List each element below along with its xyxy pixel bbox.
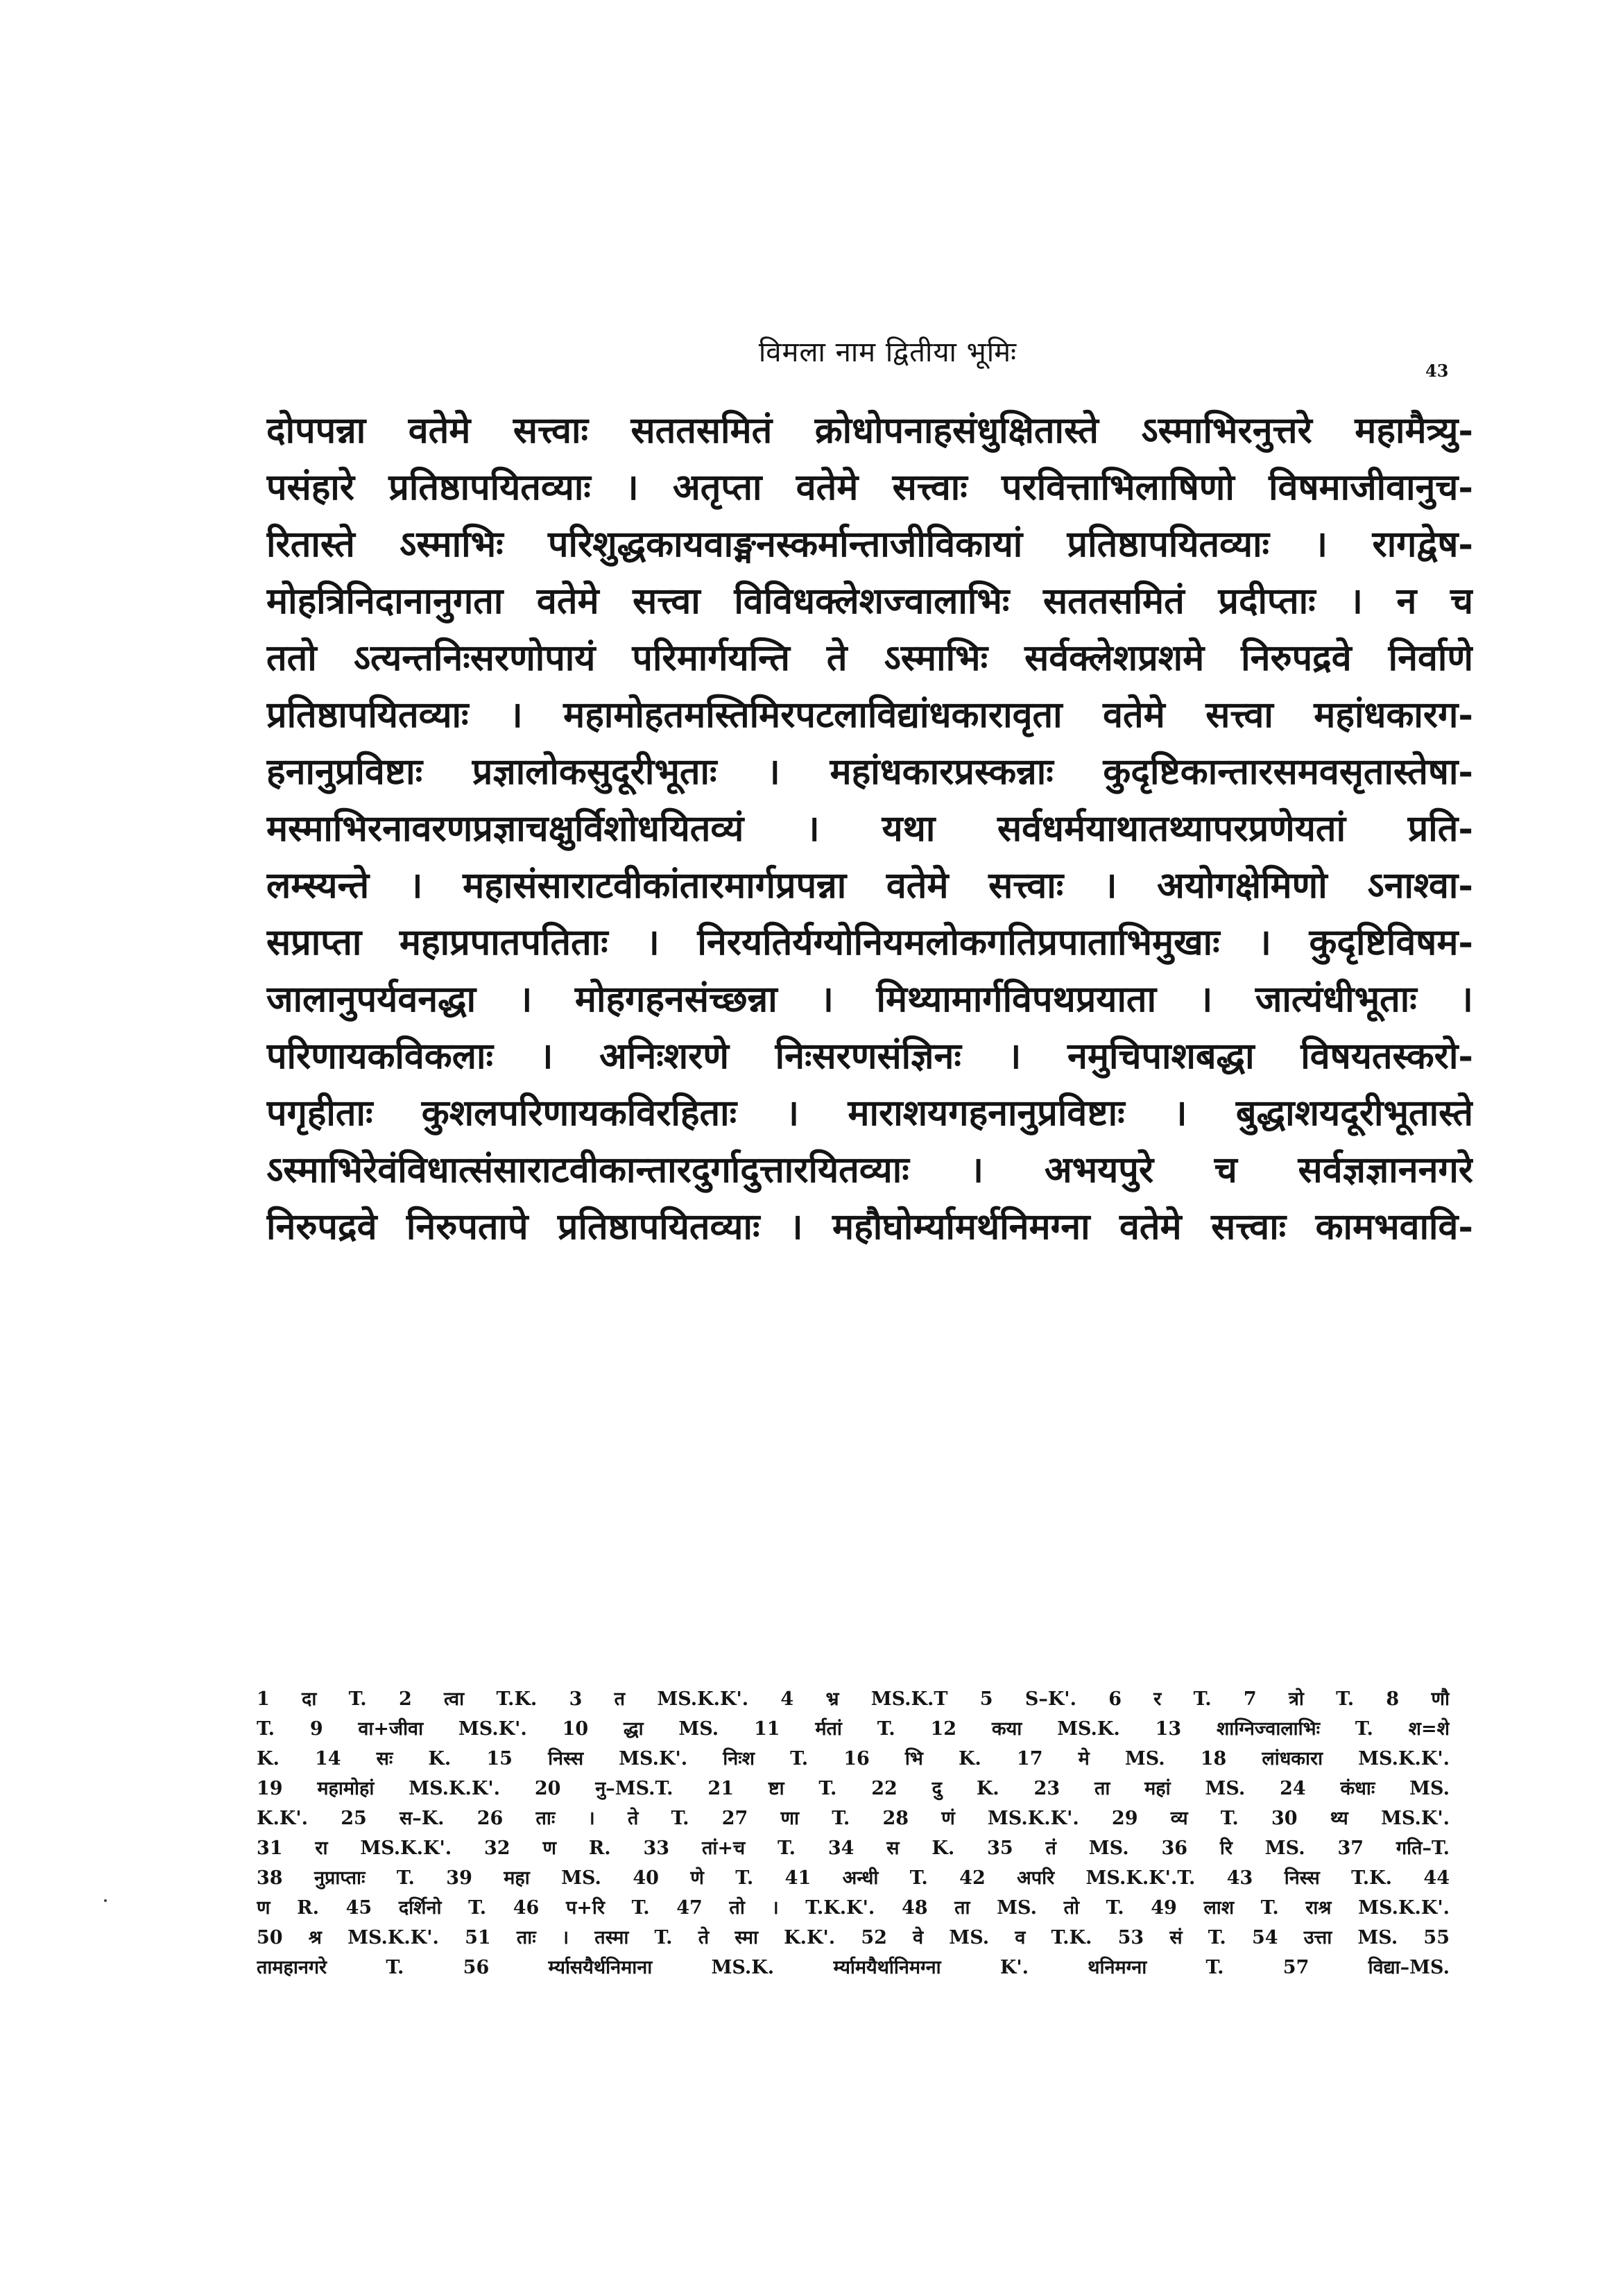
text-line-3: रितास्ते ऽस्माभिः परिशुद्धकायवाङ्मनस्कर्मान्ताजीविकायां प्रतिष्ठापयितव्याः । रागद्वेष- [266, 523, 1473, 565]
footnote-line-2: T. 9 वा+जीवा MS.K'. 10 द्धा MS. 11 र्मतां T. 12 कया MS.K. 13 शाग्निज्वालाभिः T. श=शे [257, 1718, 1450, 1740]
text-line-2: पसंहारे प्रतिष्ठापयितव्याः । अतृप्ता वतेमे सत्त्वाः परवित्ताभिलाषिणो विषमाजीवानुच- [266, 466, 1473, 508]
text-line-15: निरुपद्रवे निरुपतापे प्रतिष्ठापयितव्याः । महौघोर्म्यामर्थनिमग्ना वतेमे सत्त्वाः कामभवावि- [266, 1206, 1473, 1248]
scan-speck [104, 1899, 107, 1902]
text-line-6: प्रतिष्ठापयितव्याः । महामोहतमस्तिमिरपटलाविद्यांधकारावृता वतेमे सत्त्वा महांधकारग- [266, 694, 1473, 736]
footnote-line-4: 19 महामोहां MS.K.K'. 20 नु–MS.T. 21 ष्टा T. 22 दु K. 23 ता महां MS. 24 कंधाः MS. [257, 1778, 1450, 1799]
footnote-line-6: 31 रा MS.K.K'. 32 ण R. 33 तां+च T. 34 स K. 35 तं MS. 36 रि MS. 37 गति–T. [257, 1837, 1450, 1859]
text-line-8: मस्माभिरनावरणप्रज्ञाचक्षुर्विशोधयितव्यं । यथा सर्वधर्मयाथातथ्यापरप्रणेयतां प्रति- [266, 807, 1473, 850]
running-head: विमला नाम द्वितीया भूमिः [758, 336, 1017, 368]
text-line-5: ततो ऽत्यन्तनिःसरणोपायं परिमार्गयन्ति ते ऽस्माभिः सर्वक्लेशप्रशमे निरुपद्रवे निर्वाणे [266, 637, 1473, 679]
text-line-11: जालानुपर्यवनद्धा । मोहगहनसंच्छन्ना । मिथ्यामार्गविपथप्रयाता । जात्यंधीभूताः । [266, 978, 1473, 1020]
text-line-4: मोहत्रिनिदानानुगता वतेमे सत्त्वा विविधक्लेशज्वालाभिः सततसमितं प्रदीप्ताः । न च [266, 580, 1473, 622]
text-line-13: पगृहीताः कुशलपरिणायकविरहिताः । माराशयगहनानुप्रविष्टाः । बुद्धाशयदूरीभूतास्ते [266, 1092, 1473, 1134]
footnote-line-10: तामहानगरे T. 56 र्म्यासयैर्थनिमाना MS.K. र्म्यामयैर्थानिमग्ना K'. थनिमग्ना T. 57 विद्या–MS. [257, 1957, 1450, 1978]
footnote-line-9: 50 श्र MS.K.K'. 51 ताः । तस्मा T. ते स्मा K.K'. 52 वे MS. व T.K. 53 सं T. 54 उत्ता MS. 55 [257, 1927, 1450, 1948]
page-number: 43 [1425, 361, 1449, 381]
footnotes-block [257, 1684, 1450, 1982]
text-line-12: परिणायकविकलाः । अनिःशरणे निःसरणसंज्ञिनः । नमुचिपाशबद्धा विषयतस्करो- [266, 1035, 1473, 1077]
text-line-1: दोपपन्ना वतेमे सत्त्वाः सततसमितं क्रोधोपनाहसंधुक्षितास्ते ऽस्माभिरनुत्तरे महामैत्र्यु- [266, 409, 1473, 452]
text-line-10: सप्राप्ता महाप्रपातपतिताः । निरयतिर्यग्योनियमलोकगतिप्रपाताभिमुखाः । कुदृष्टिविषम- [266, 921, 1473, 963]
text-line-14: ऽस्माभिरेवंविधात्संसाराटवीकान्तारदुर्गादुत्तारयितव्याः । अभयपुरे च सर्वज्ञज्ञाननगरे [266, 1149, 1473, 1191]
main-text-block [266, 402, 1473, 1256]
footnote-line-7: 38 नुप्राप्ताः T. 39 महा MS. 40 णे T. 41 अन्धी T. 42 अपरि MS.K.K'.T. 43 निस्स T.K. 44 [257, 1867, 1450, 1889]
footnote-line-1: 1 दा T. 2 त्वा T.K. 3 त MS.K.K'. 4 भ्र MS.K.T 5 S–K'. 6 र T. 7 त्रो T. 8 णौ [257, 1688, 1450, 1710]
footnote-line-8: ण R. 45 दर्शिनो T. 46 प+रि T. 47 तो । T.K.K'. 48 ता MS. तो T. 49 लाश T. राश्र MS.K.K'. [257, 1897, 1450, 1919]
footnote-line-5: K.K'. 25 स–K. 26 ताः । ते T. 27 णा T. 28 णं MS.K.K'. 29 व्य T. 30 थ्य MS.K'. [257, 1808, 1450, 1829]
text-line-9: लम्स्यन्ते । महासंसाराटवीकांतारमार्गप्रपन्ना वतेमे सत्त्वाः । अयोगक्षेमिणो ऽनाश्वा- [266, 864, 1473, 907]
text-line-7: हनानुप्रविष्टाः प्रज्ञालोकसुदूरीभूताः । महांधकारप्रस्कन्नाः कुदृष्टिकान्तारसमवसृतास्तेषा- [266, 751, 1473, 793]
footnote-line-3: K. 14 सः K. 15 निस्स MS.K'. निःश T. 16 भि K. 17 मे MS. 18 लांधकारा MS.K.K'. [257, 1748, 1450, 1770]
